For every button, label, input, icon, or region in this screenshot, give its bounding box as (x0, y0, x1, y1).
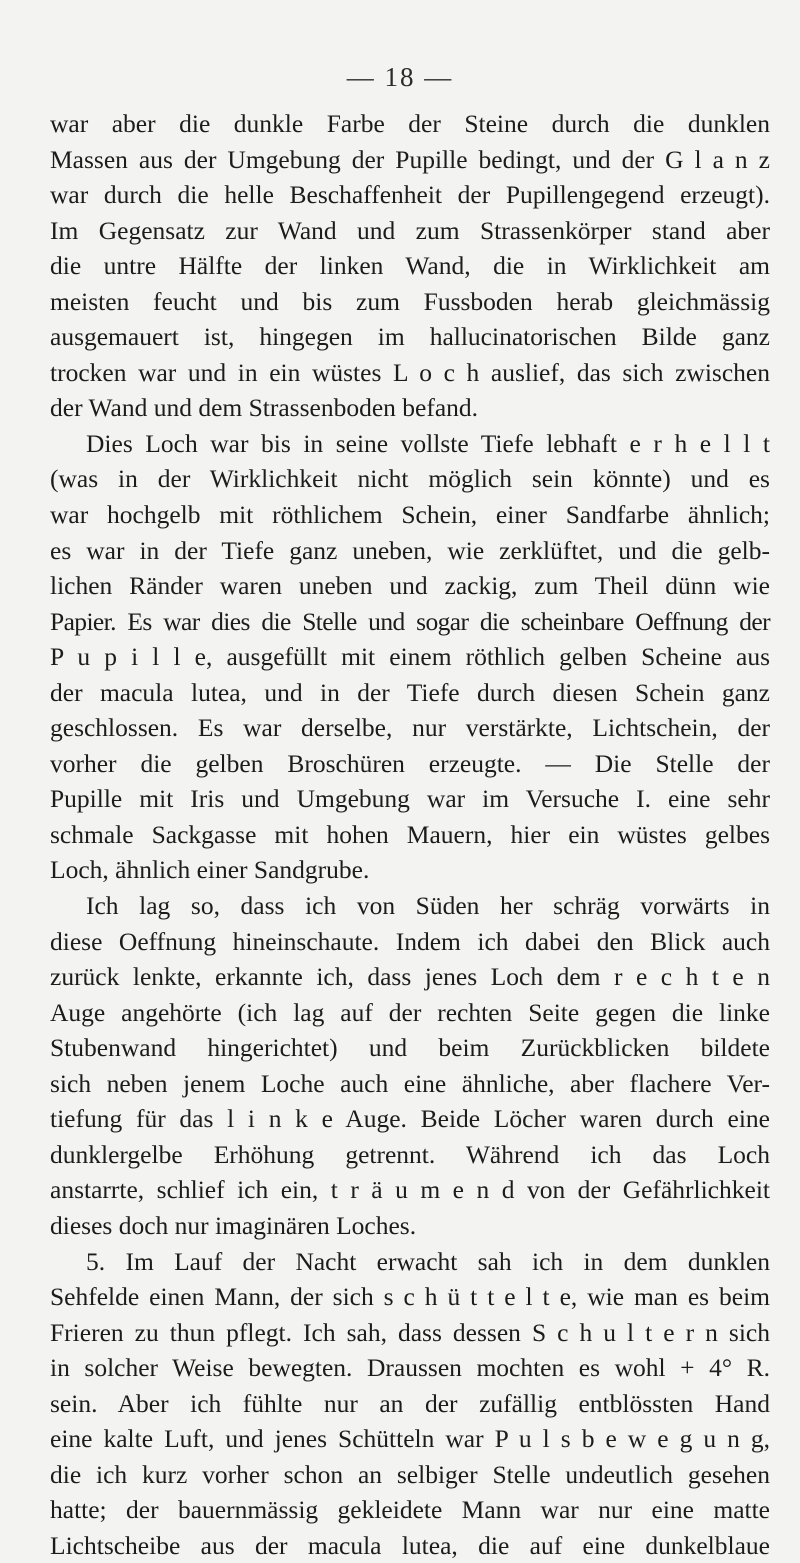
text-line: 5. Im Lauf der Nacht erwacht sah ich in dem dunklen (86, 1246, 770, 1276)
text-line: anstarrte, schlief ich ein, t r ä u m e n d von der Gefährlichkeit (50, 1175, 770, 1205)
text-line: Papier. Es war dies die Stelle und sogar die scheinbare Oeffnung der (50, 606, 770, 636)
text-line: Pupille mit Iris und Umgebung war im Versuche I. eine sehr (50, 784, 770, 814)
text-line: Stubenwand hingerichtet) und beim Zurückblicken bildete (50, 1033, 770, 1063)
text-line: (was in der Wirklichkeit nicht möglich sein könnte) und es (50, 464, 770, 494)
text-line: Massen aus der Umgebung der Pupille bedingt, und der G l a n z (50, 144, 770, 174)
text-line: zurück lenkte, erkannte ich, dass jenes Loch dem r e c h t e n (50, 962, 770, 992)
text-line: hatte; der bauernmässig gekleidete Mann war nur eine matte (50, 1495, 770, 1525)
text-line: lichen Ränder waren uneben und zackig, zum Theil dünn wie (50, 571, 770, 601)
text-line: Frieren zu thun pflegt. Ich sah, dass dessen S c h u l t e r n sich (50, 1317, 770, 1347)
text-line: es war in der Tiefe ganz uneben, wie zerklüftet, und die gelb- (50, 535, 770, 565)
text-line: dunklergelbe Erhöhung getrennt. Während ich das Loch (50, 1139, 770, 1169)
text-line: die ich kurz vorher schon an selbiger Stelle undeutlich gesehen (50, 1459, 770, 1489)
text-line: Im Gegensatz zur Wand und zum Strassenkörper stand aber (50, 215, 770, 245)
text-line: dieses doch nur imaginären Loches. (50, 1210, 417, 1240)
text-line: geschlossen. Es war derselbe, nur verstärkte, Lichtschein, der (50, 713, 770, 743)
text-line: eine kalte Luft, und jenes Schütteln war P u l s b e w e g u n g, (50, 1424, 770, 1454)
text-line: war aber die dunkle Farbe der Steine durch die dunklen (50, 109, 770, 138)
text-line: war hochgelb mit röthlichem Schein, einer Sandfarbe ähnlich; (50, 500, 770, 530)
text-line: sich neben jenem Loche auch eine ähnliche, aber flachere Ver- (50, 1068, 770, 1098)
text-line: meisten feucht und bis zum Fussboden herab gleichmässig (50, 286, 770, 316)
text-line: war durch die helle Beschaffenheit der Pupillengegend erzeugt). (50, 180, 770, 210)
text-line: P u p i l l e, ausgefüllt mit einem röthlich gelben Scheine aus (50, 642, 770, 672)
text-line: trocken war und in ein wüstes L o c h auslief, das sich zwischen (50, 357, 770, 387)
text-line: Lichtscheibe aus der macula lutea, die auf eine dunkelblaue (50, 1530, 770, 1560)
text-line: schmale Sackgasse mit hohen Mauern, hier ein wüstes gelbes (50, 819, 770, 849)
text-line: Ich lag so, dass ich von Süden her schräg vorwärts in (86, 891, 770, 921)
text-line: Loch, ähnlich einer Sandgrube. (50, 855, 370, 885)
text-line: sein. Aber ich fühlte nur an der zufällig entblössten Hand (50, 1388, 770, 1418)
text-line: diese Oeffnung hineinschaute. Indem ich dabei den Blick auch (50, 926, 770, 956)
text-line: vorher die gelben Broschüren erzeugte. — Die Stelle der (50, 748, 770, 778)
text-line: Sehfelde einen Mann, der sich s c h ü t t e l t e, wie man es beim (50, 1282, 770, 1312)
page-number: — 18 — (346, 62, 454, 92)
text-line: die untre Hälfte der linken Wand, die in Wirklichkeit am (50, 251, 770, 281)
text-line: Dies Loch war bis in seine vollste Tiefe lebhaft e r h e l l t (86, 428, 770, 458)
text-line: der Wand und dem Strassenboden befand. (50, 393, 479, 423)
text-line: Auge angehörte (ich lag auf der rechten Seite gegen die linke (50, 997, 770, 1027)
body-text (50, 106, 770, 1563)
text-line: ausgemauert ist, hingegen im hallucinatorischen Bilde ganz (50, 322, 770, 352)
text-line: der macula lutea, und in der Tiefe durch diesen Schein ganz (50, 677, 770, 707)
text-line: tiefung für das l i n k e Auge. Beide Löcher waren durch eine (50, 1104, 770, 1134)
text-line: in solcher Weise bewegten. Draussen mochten es wohl + 4° R. (50, 1353, 770, 1383)
